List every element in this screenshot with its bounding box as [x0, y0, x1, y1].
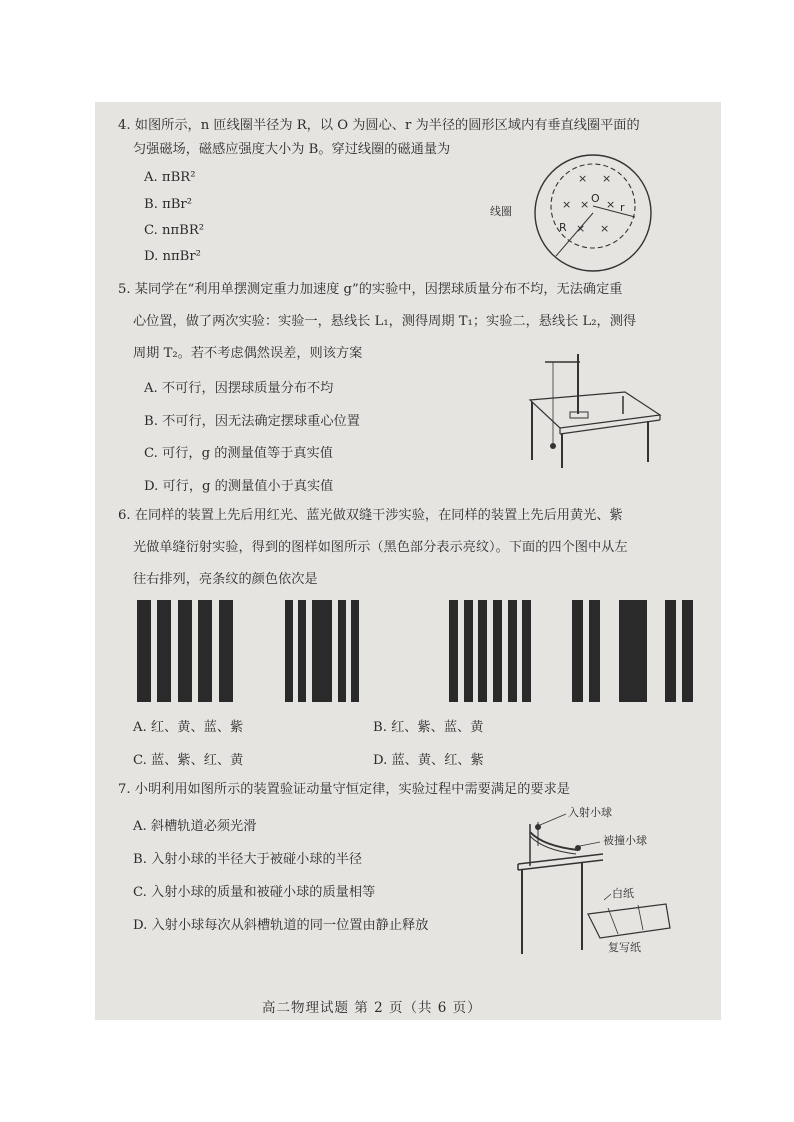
q7-option-b: B. 入射小球的半径大于被碰小球的半径 — [133, 852, 363, 867]
q6-text-line1: 6. 在同样的装置上先后用红光、蓝光做双缝干涉实验，在同样的装置上先后用黄光、紫 — [118, 508, 623, 523]
q4-option-d: D. nπBr² — [144, 249, 201, 264]
small-r-label: r — [620, 201, 625, 214]
q4-option-c: C. nπBR² — [144, 223, 205, 238]
q6-fringe-figures — [135, 600, 700, 702]
field-x-mark: × — [606, 198, 616, 211]
fringe-pattern-3 — [449, 600, 531, 702]
q6-text-line3: 往右排列，亮条纹的颜色依次是 — [133, 572, 318, 587]
q7-text-line1: 7. 小明利用如图所示的装置验证动量守恒定律，实验过程中需要满足的要求是 — [118, 782, 570, 797]
incident-ball-label: 入射小球 — [568, 806, 612, 819]
page-footer: 高二物理试题 第 2 页（共 6 页） — [262, 1000, 482, 1016]
q6-option-c: C. 蓝、紫、红、黄 — [133, 753, 244, 768]
field-x-mark: × — [602, 172, 612, 185]
magnetic-field-marks — [562, 172, 615, 235]
q5-pendulum-figure — [520, 350, 670, 470]
q6-text-line2: 光做单缝衍射实验，得到的图样如图所示（黑色部分表示亮纹）。下面的四个图中从左 — [133, 540, 628, 555]
field-x-mark: × — [580, 198, 590, 211]
target-ball-label: 被撞小球 — [603, 834, 647, 847]
field-x-mark: × — [562, 198, 572, 211]
q5-text-line3: 周期 T₂。若不考虑偶然误差，则该方案 — [133, 346, 363, 361]
q4-option-b: B. πBr² — [144, 197, 193, 212]
q7-momentum-apparatus-figure — [508, 806, 678, 961]
q5-option-d: D. 可行，g 的测量值小于真实值 — [144, 479, 334, 494]
q6-option-b: B. 红、紫、蓝、黄 — [373, 720, 484, 735]
field-x-mark: × — [578, 172, 588, 185]
q4-text-line2: 匀强磁场，磁感应强度大小为 B。穿过线圈的磁通量为 — [133, 142, 451, 157]
q5-text-line2: 心位置，做了两次实验：实验一，悬线长 L₁，测得周期 T₁；实验二，悬线长 L₂，测得 — [133, 314, 637, 329]
q4-coil-figure — [490, 150, 670, 275]
q7-option-c: C. 入射小球的质量和被碰小球的质量相等 — [133, 885, 376, 900]
q5-option-a: A. 不可行，因摆球质量分布不均 — [144, 381, 334, 396]
q7-option-a: A. 斜槽轨道必须光滑 — [133, 819, 257, 834]
q7-option-d: D. 入射小球每次从斜槽轨道的同一位置由静止释放 — [133, 918, 429, 933]
fringe-pattern-4 — [572, 600, 693, 702]
q5-text-line1: 5. 某同学在“利用单摆测定重力加速度 g”的实验中，因摆球质量分布不均，无法确定重 — [118, 282, 623, 297]
center-o-label: O — [591, 192, 600, 205]
q6-option-a: A. 红、黄、蓝、紫 — [133, 720, 244, 735]
field-x-mark: × — [600, 222, 610, 235]
q5-option-b: B. 不可行，因无法确定摆球重心位置 — [144, 414, 360, 429]
q4-text-line1: 4. 如图所示，n 匝线圈半径为 R，以 O 为圆心、r 为半径的圆形区域内有垂直线圈平面的 — [118, 118, 640, 133]
big-r-label: R — [559, 221, 567, 234]
field-x-mark: × — [576, 222, 586, 235]
q4-option-a: A. πBR² — [144, 170, 196, 185]
q6-option-d: D. 蓝、黄、红、紫 — [373, 753, 484, 768]
q5-option-c: C. 可行，g 的测量值等于真实值 — [144, 446, 333, 461]
white-paper-label: 白纸 — [612, 887, 634, 900]
fringe-pattern-2 — [285, 600, 359, 702]
fringe-pattern-1 — [137, 600, 233, 702]
coil-label: 线圈 — [490, 205, 512, 218]
carbon-paper-label: 复写纸 — [608, 941, 641, 954]
